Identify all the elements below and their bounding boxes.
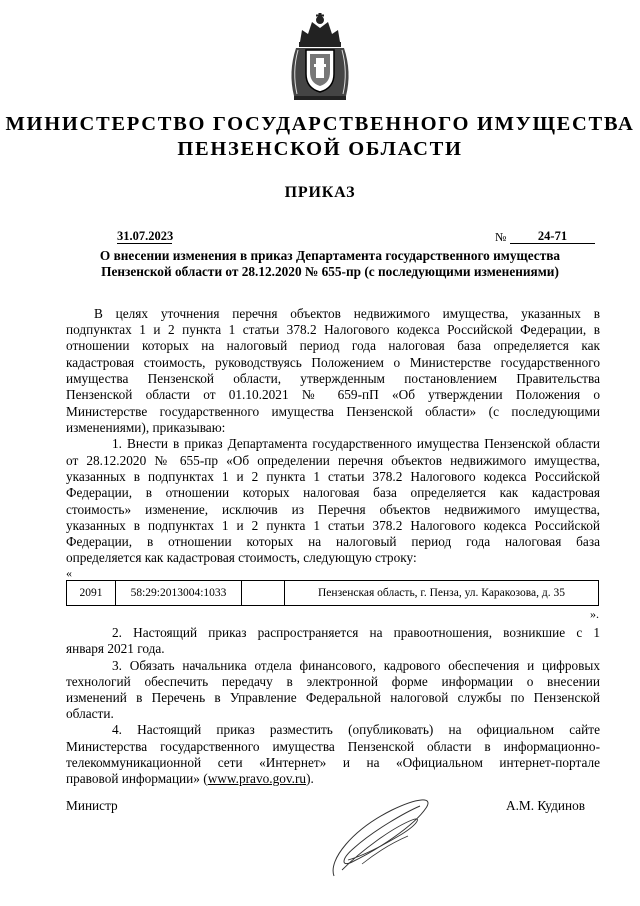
document-type: ПРИКАЗ [284,184,356,201]
ministry-name-line1: МИНИСТЕРСТВО ГОСУДАРСТВЕННОГО ИМУЩЕСТВА [5,113,635,135]
signer-name: А.М. Кудинов [506,798,586,813]
item1-line: указанных в подпунктах 1 и 2 пункта 1 статьи 378.2 Налогового кодекса Российской [66,469,600,484]
item1-line: определяется как кадастровая стоимость, следующую строку: [66,550,417,565]
ministry-name-line2: ПЕНЗЕНСКОЙ ОБЛАСТИ [177,138,463,160]
preamble-line: подпунктах 1 и 2 пункта 1 статьи 378.2 Налогового кодекса Российской Федерации, в [66,322,600,337]
excluded-object-table [66,580,599,606]
cadastral-number-cell: 58:29:2013004:1033 [116,581,242,606]
table-row [67,581,599,606]
item3-line: технологий обеспечить передачу в электронной форме информации о внесении [66,674,600,689]
preamble-line: кадастровая стоимость, руководствуясь Положением о Министерстве государственного [66,355,600,370]
item3-line: 3. Обязать начальника отдела финансового, кадрового обеспечения и цифровых [112,658,600,673]
item1-line: стоимость» изменение, исключив из Перечня объектов недвижимого имущества, [66,502,600,517]
preamble-line: В целях уточнения перечня объектов недвижимого имущества, указанных в [94,306,600,321]
item3-line: изменений в Перечень в Управление Федеральной налоговой службы по Пензенской [66,690,600,705]
document-date: 31.07.2023 [117,229,174,243]
subject-line: Пензенской области от 28.12.2020 № 655-пр (с последующими изменениями) [101,264,559,279]
item1-line: Федерации, в отношении которых на налоговый период года налоговая база [66,534,600,549]
opening-quote: « [66,566,72,580]
item4-line: Министерства государственного имущества Пензенской области в информационно- [66,739,600,754]
minister-position: Министр [66,798,118,813]
ministry-name [0,112,640,162]
item4-line: 4. Настоящий приказ разместить (опубликовать) на официальном сайте [112,722,600,737]
row-number-cell: 2091 [67,581,116,606]
pravo-gov-link[interactable]: www.pravo.gov.ru [207,771,307,786]
item4-last-line [66,771,600,787]
preamble-line: имущества Пензенской области, утвержденным постановлением Правительства [66,371,600,386]
document-number: 24-71 [510,229,595,244]
item2-line: 2. Настоящий приказ распространяется на правоотношения, возникшие с 1 [112,625,600,640]
preamble-line: отношении которых на налоговый период года налоговая база определяется как [66,338,600,353]
empty-cell [242,581,285,606]
item3-line: области. [66,706,114,721]
coat-of-arms-icon [286,12,354,102]
address-cell: Пензенская область, г. Пенза, ул. Каракозова, д. 35 [285,581,599,606]
document-subject [60,248,600,280]
preamble-line: Министерстве государственного имущества Пензенской области» (с последующими [66,404,600,419]
item4-last-prefix: правовой информации» ( [66,771,208,786]
item4-last-suffix: ). [306,771,314,786]
preamble-line: изменениями), приказываю: [66,420,226,435]
item2-line: января 2021 года. [66,641,165,656]
item4-line: телекоммуникационной сети «Интернет» и на «Официальном интернет-портале [66,755,600,770]
subject-line: О внесении изменения в приказ Департамента государственного имущества [99,248,561,263]
item1-line: указанных в подпунктах 1 и 2 пункта 1 статьи 378.2 Налогового кодекса Российской [66,518,600,533]
item1-line: от 28.12.2020 № 655-пр «Об определении перечня объектов недвижимого имущества, [66,453,600,468]
closing-quote: ». [590,607,599,621]
preamble-line: Пензенской области от 01.10.2021 № 659-пП «Об утверждении Положения о [66,387,600,402]
item1-line: 1. Внести в приказ Департамента государственного имущества Пензенской области [112,436,600,451]
number-sign: № [495,230,507,244]
item1-line: Федерации, в отношении которых налоговая база определяется как кадастровая [66,485,600,500]
signature-icon [322,790,442,882]
